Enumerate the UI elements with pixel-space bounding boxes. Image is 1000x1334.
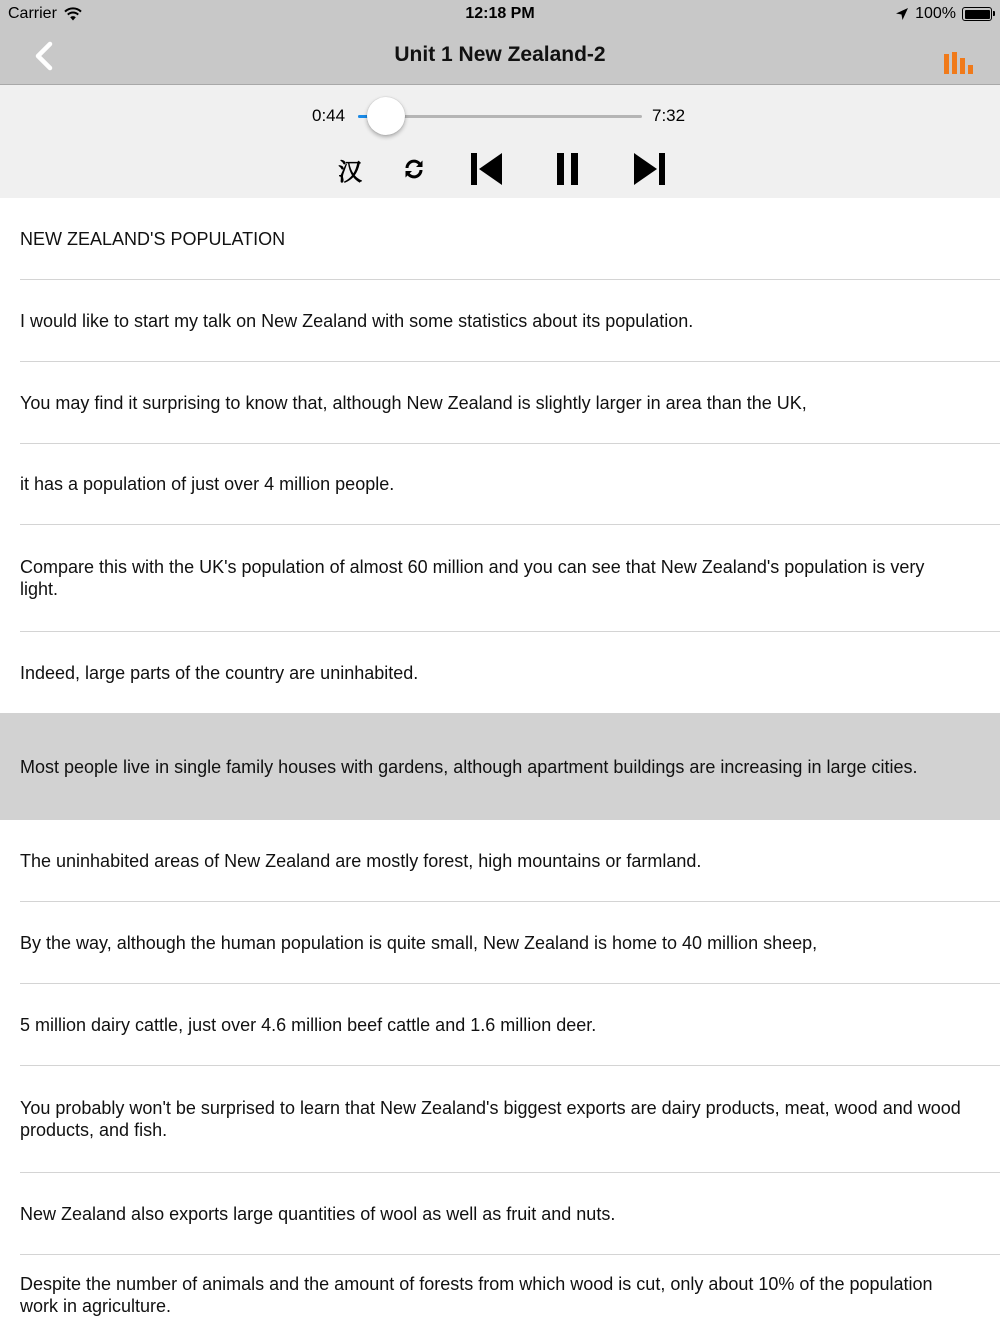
status-bar (0, 0, 1000, 28)
sentence-text: Compare this with the UK's population of almost 60 million and you can see that New Zealand's population is very light. (20, 557, 925, 599)
sentence-text: Indeed, large parts of the country are uninhabited. (20, 662, 419, 683)
sentence-text: The uninhabited areas of New Zealand are mostly forest, high mountains or farmland. (20, 851, 702, 871)
list-item[interactable] (0, 984, 1000, 1066)
repeat-icon (402, 157, 426, 181)
page-title: Unit 1 New Zealand-2 (394, 43, 606, 66)
status-time: 12:18 PM (465, 5, 535, 22)
audio-player (0, 85, 1000, 198)
sentence-text: 5 million dairy cattle, just over 4.6 million beef cattle and 1.6 million deer. (20, 1015, 597, 1035)
progress-slider-thumb[interactable] (367, 97, 405, 135)
playlist-bars-icon[interactable] (944, 52, 974, 74)
pause-button[interactable] (550, 147, 586, 191)
status-right-group (895, 5, 992, 23)
sentence-text: Despite the number of animals and the amount of forests from which wood is cut, only about 10% of the population work in agriculture. (20, 1273, 933, 1316)
translate-button[interactable]: 汉 (338, 157, 362, 186)
playback-controls (0, 147, 1000, 191)
previous-button[interactable] (466, 147, 506, 191)
battery-percent: 100% (915, 5, 956, 22)
skip-next-icon (632, 152, 668, 186)
list-item[interactable] (0, 444, 1000, 524)
list-item[interactable] (0, 632, 1000, 713)
list-item[interactable] (0, 902, 1000, 984)
pause-icon (555, 153, 581, 185)
skip-previous-icon (468, 152, 504, 186)
sentence-text: New Zealand also exports large quantities of wool as well as fruit and nuts. (20, 1203, 616, 1224)
navigation-bar (0, 28, 1000, 85)
sentence-text: I would like to start my talk on New Zealand with some statistics about its population. (20, 311, 694, 331)
list-item[interactable] (0, 1173, 1000, 1254)
duration-time: 7:32 (652, 106, 686, 125)
carrier-label: Carrier (8, 5, 57, 22)
sentence-text: it has a population of just over 4 million people. (20, 474, 395, 494)
repeat-button[interactable] (398, 147, 430, 191)
current-time: 0:44 (312, 106, 346, 125)
next-button[interactable] (630, 147, 670, 191)
sentence-text: You may find it surprising to know that, although New Zealand is slightly larger in area than the UK, (20, 393, 807, 413)
list-item[interactable] (0, 1066, 1000, 1172)
list-item[interactable] (0, 820, 1000, 902)
list-item[interactable] (0, 280, 1000, 362)
sentence-text: By the way, although the human population is quite small, New Zealand is home to 40 million sheep, (20, 933, 818, 953)
location-arrow-icon (895, 7, 909, 21)
battery-icon (962, 7, 992, 21)
list-item[interactable] (0, 198, 1000, 280)
sentence-text: NEW ZEALAND'S POPULATION (20, 229, 286, 249)
list-item[interactable] (0, 362, 1000, 444)
list-item-active[interactable] (0, 713, 1000, 820)
sentence-text: Most people live in single family houses with gardens, although apartment buildings are increasing in large cities. (20, 756, 918, 777)
sentence-text: You probably won't be surprised to learn that New Zealand's biggest exports are dairy products, meat, wood and wood products, and fish. (20, 1098, 961, 1140)
list-item[interactable] (0, 525, 1000, 631)
list-item[interactable] (0, 1255, 1000, 1334)
